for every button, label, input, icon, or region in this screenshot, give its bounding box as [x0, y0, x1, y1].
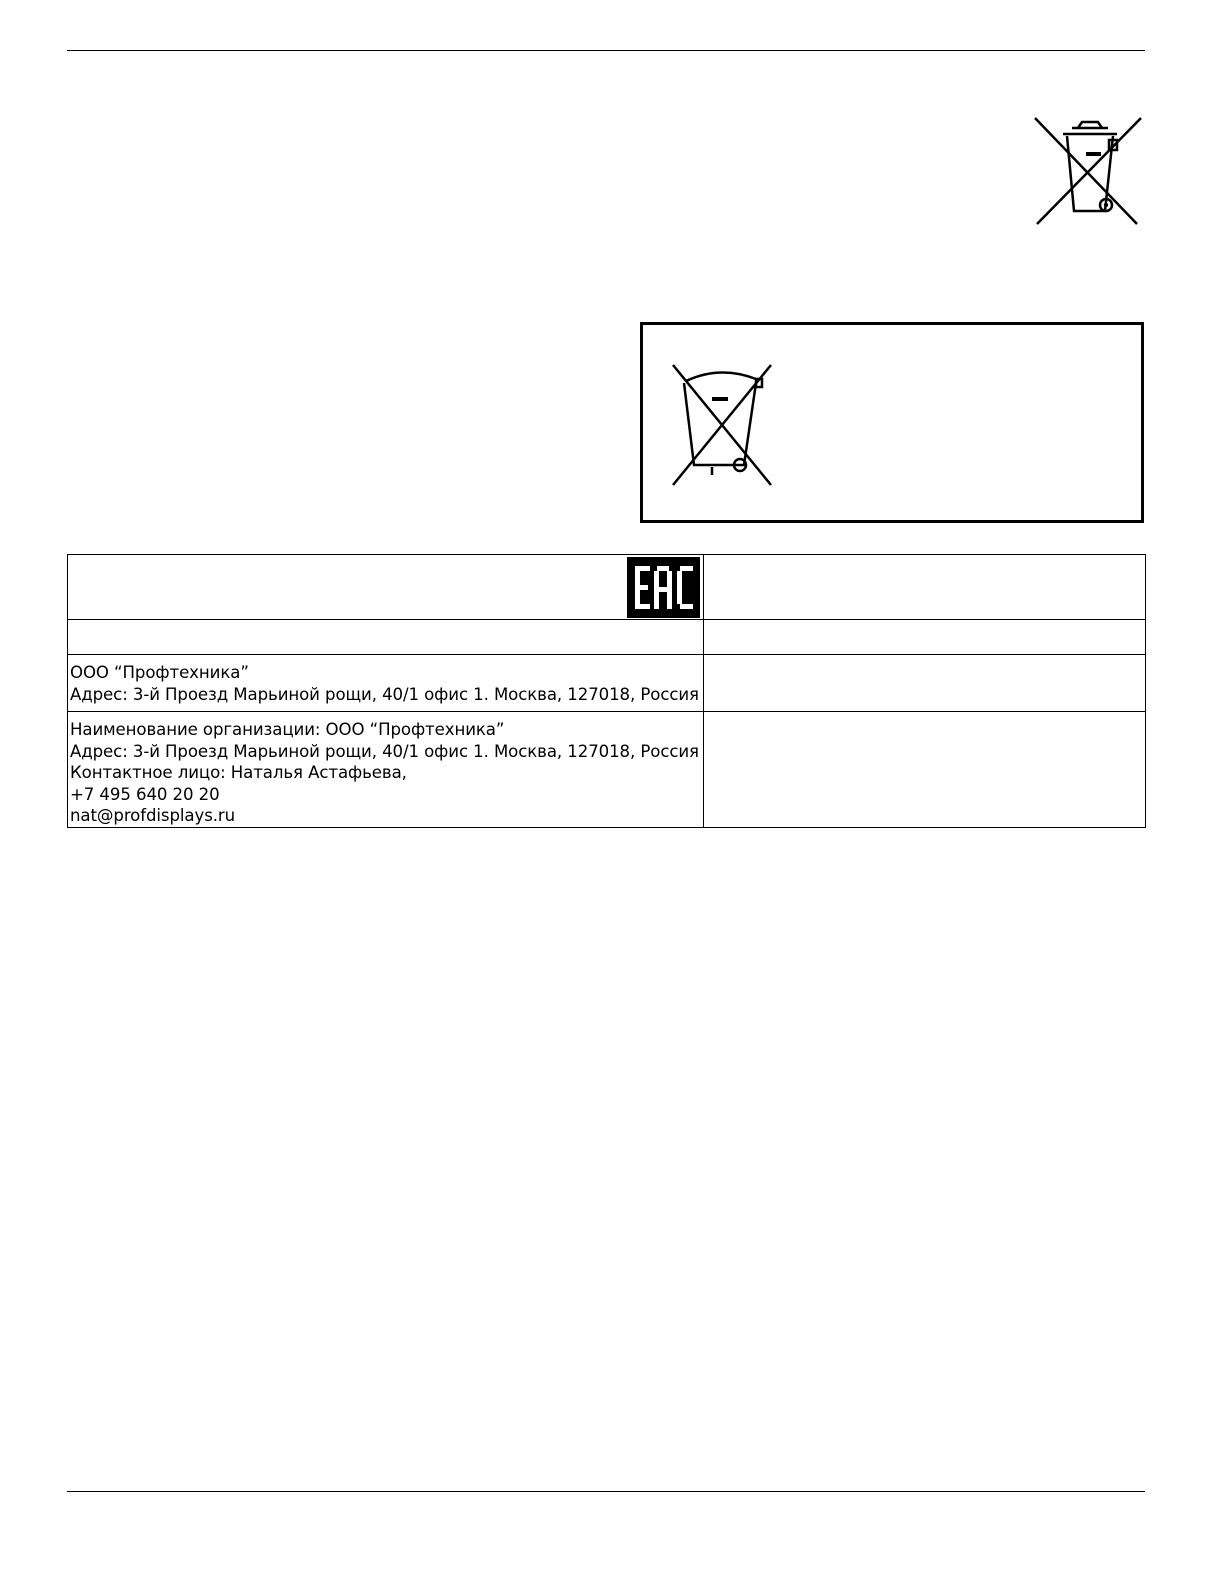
table-row [68, 620, 1146, 655]
weee-notice-box [640, 322, 1144, 523]
importer-organization: Наименование организации: ООО “Профтехника” [70, 720, 505, 739]
importer-address: Адрес: 3-й Проезд Марьиной рощи, 40/1 офис 1. Москва, 127018, Россия [70, 741, 699, 761]
manufacturer-cell [68, 655, 704, 712]
crossed-out-wheelie-bin-icon [1033, 116, 1143, 226]
manufacturer-address: Адрес: 3-й Проезд Марьиной рощи, 40/1 офис 1. Москва, 127018, Россия [70, 684, 699, 704]
table-cell [704, 555, 1146, 620]
importer-cell [68, 712, 704, 828]
table-cell [704, 712, 1146, 828]
table-row [68, 712, 1146, 828]
importer-email[interactable]: nat@profdisplays.ru [70, 806, 236, 825]
manufacturer-name: ООО “Профтехника” [70, 663, 249, 682]
importer-info-table [67, 554, 1146, 828]
footer-rule [67, 1491, 1145, 1492]
table-row [68, 555, 1146, 620]
table-cell [704, 655, 1146, 712]
table-cell [68, 620, 704, 655]
table-row [68, 655, 1146, 712]
eac-mark-icon [627, 557, 700, 618]
table-cell [704, 620, 1146, 655]
header-rule [67, 50, 1145, 51]
table-cell [68, 555, 704, 620]
importer-contact-person: Контактное лицо: Наталья Астафьева, [70, 763, 407, 782]
importer-phone: +7 495 640 20 20 [70, 784, 220, 804]
crossed-out-wheelie-bin-icon [670, 361, 774, 487]
